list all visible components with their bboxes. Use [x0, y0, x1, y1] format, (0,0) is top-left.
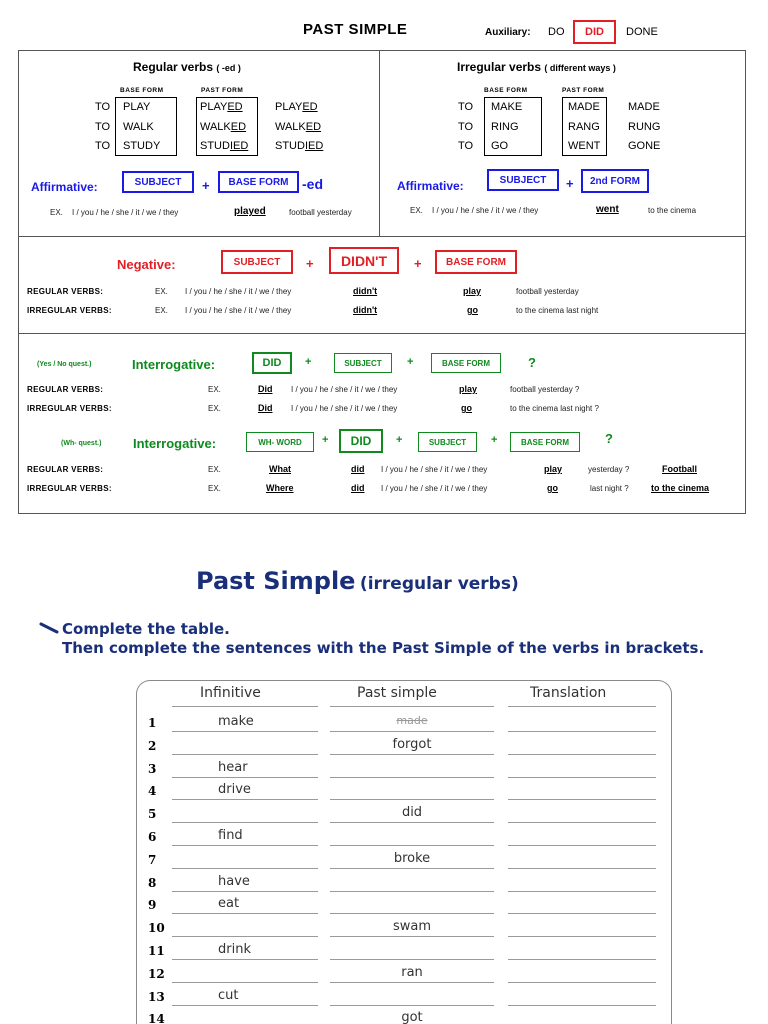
- wh-row2-aux: did: [351, 483, 365, 493]
- regular-past-label: PAST FORM: [201, 87, 244, 94]
- regular-ex-verb: played: [234, 206, 266, 217]
- negative-row2-rest: to the cinema last night: [516, 306, 599, 315]
- header-past-simple: Past simple: [357, 685, 437, 701]
- wh-row1-rest: yesterday ?: [588, 465, 630, 474]
- yesno-row2-ex: EX.: [208, 404, 221, 413]
- wh-row1-verb: play: [544, 464, 563, 474]
- header-translation: Translation: [530, 685, 607, 701]
- auxiliary-label: Auxiliary:: [485, 27, 531, 38]
- wh-note: (Wh- quest.): [61, 440, 102, 447]
- infinitive-cell: make: [218, 714, 254, 729]
- chart-hdivider-1: [18, 236, 746, 237]
- worksheet-title-main: Past Simple: [196, 567, 356, 595]
- row-number: 7: [148, 852, 157, 867]
- header-underline-2: [330, 706, 494, 707]
- wh-row1-answer: Football: [662, 464, 697, 474]
- negative-row2-aux: didn't: [353, 305, 378, 315]
- yesno-question-mark: ?: [528, 355, 536, 370]
- chart-hdivider-2: [18, 333, 746, 334]
- yesno-row1-pronouns: I / you / he / she / it / we / they: [291, 385, 398, 394]
- aux-did: DID: [585, 26, 604, 38]
- negative-row1-pronouns: I / you / he / she / it / we / they: [185, 287, 292, 296]
- answer-line[interactable]: [508, 754, 656, 755]
- negative-didnt-box: DIDN'T: [329, 247, 399, 274]
- yesno-row1-kind: REGULAR VERBS:: [27, 385, 104, 394]
- regular-baseform-box: BASE FORM: [218, 171, 299, 193]
- irregular-pp-2: RUNG: [628, 121, 661, 133]
- answer-line[interactable]: [330, 822, 494, 823]
- answer-line[interactable]: [508, 982, 656, 983]
- regular-affirmative-label: Affirmative:: [31, 180, 98, 194]
- answer-line[interactable]: [172, 1005, 318, 1006]
- wh-row2-kind: IRREGULAR VERBS:: [27, 484, 112, 493]
- answer-line[interactable]: [330, 1005, 494, 1006]
- wh-row1-aux: did: [351, 464, 365, 474]
- answer-line[interactable]: [330, 913, 494, 914]
- answer-line[interactable]: [172, 799, 318, 800]
- wh-plus-2: +: [396, 434, 403, 446]
- irregular-to-1: TO: [458, 101, 474, 113]
- wh-label: Interrogative:: [133, 436, 217, 451]
- wh-did-box: DID: [339, 429, 383, 453]
- answer-line[interactable]: [172, 822, 318, 823]
- answer-line[interactable]: [172, 845, 318, 846]
- irregular-base-1: MAKE: [491, 101, 523, 113]
- yesno-row1-verb: play: [459, 384, 478, 394]
- row-number: 11: [148, 944, 165, 958]
- answer-line[interactable]: [172, 731, 318, 732]
- irregular-pp-3: GONE: [628, 140, 661, 152]
- aux-did-box: [573, 20, 616, 44]
- negative-row1-verb: play: [463, 286, 482, 296]
- regular-subject-box: SUBJECT: [122, 171, 194, 193]
- irregular-pp-1: MADE: [628, 101, 660, 113]
- answer-line[interactable]: [508, 799, 656, 800]
- infinitive-cell: find: [218, 828, 243, 843]
- wh-row2-pronouns: I / you / he / she / it / we / they: [381, 484, 488, 493]
- wh-row1-kind: REGULAR VERBS:: [27, 465, 104, 474]
- answer-line[interactable]: [330, 891, 494, 892]
- row-number: 12: [148, 966, 165, 981]
- answer-line[interactable]: [330, 799, 494, 800]
- irregular-base-label: BASE FORM: [484, 87, 528, 94]
- infinitive-cell: drink: [218, 942, 251, 957]
- instruction-1: Complete the table.: [62, 620, 230, 638]
- regular-to-1: TO: [95, 101, 111, 113]
- wh-row2-ex: EX.: [208, 484, 221, 493]
- negative-row1-kind: REGULAR VERBS:: [27, 287, 104, 296]
- answer-line[interactable]: [508, 913, 656, 914]
- row-number: 14: [148, 1012, 165, 1024]
- irregular-ex-verb: went: [596, 204, 619, 215]
- row-number: 4: [148, 784, 157, 799]
- answer-line[interactable]: [508, 822, 656, 823]
- regular-heading-note: ( -ed ): [216, 63, 241, 73]
- header-infinitive: Infinitive: [200, 685, 261, 701]
- regular-ex-pronouns: I / you / he / she / it / we / they: [72, 208, 179, 217]
- regular-base-label: BASE FORM: [120, 87, 164, 94]
- irregular-plus: +: [566, 176, 574, 191]
- infinitive-cell: drive: [218, 782, 251, 798]
- answer-line[interactable]: [508, 959, 656, 960]
- answer-line[interactable]: [508, 936, 656, 937]
- row-number: 2: [148, 738, 157, 753]
- regular-base-1: PLAY: [123, 101, 151, 113]
- wh-plus-1: +: [322, 434, 329, 446]
- irregular-ex-pronouns: I / you / he / she / it / we / they: [432, 206, 539, 215]
- negative-row1-aux: didn't: [353, 286, 378, 296]
- answer-line[interactable]: [172, 936, 318, 937]
- worksheet-title-sub: (irregular verbs): [359, 574, 519, 594]
- negative-row2-ex: EX.: [155, 306, 168, 315]
- row-number: 9: [148, 898, 157, 913]
- irregular-base-3: GO: [491, 140, 509, 152]
- regular-base-3: STUDY: [123, 140, 161, 152]
- yesno-row2-rest: to the cinema last night ?: [510, 404, 599, 413]
- worksheet-title: [196, 567, 519, 595]
- irregular-past-3: WENT: [568, 140, 601, 152]
- wh-row2-wh: Where: [266, 483, 294, 493]
- negative-row2-verb: go: [467, 305, 478, 315]
- row-number: 10: [148, 921, 165, 936]
- wh-subject-box: SUBJECT: [418, 432, 477, 452]
- irregular-2ndform-box: 2nd FORM: [581, 169, 649, 193]
- past-simple-cell: made: [396, 714, 428, 727]
- answer-line[interactable]: [330, 845, 494, 846]
- aux-do: DO: [548, 26, 565, 38]
- irregular-to-2: TO: [458, 121, 474, 133]
- answer-line[interactable]: [508, 891, 656, 892]
- chart-title: PAST SIMPLE: [303, 21, 408, 38]
- negative-row2-pronouns: I / you / he / she / it / we / they: [185, 306, 292, 315]
- pencil-icon: [39, 621, 59, 631]
- yesno-plus-1: +: [305, 356, 312, 368]
- yesno-row2-pronouns: I / you / he / she / it / we / they: [291, 404, 398, 413]
- infinitive-cell: have: [218, 873, 250, 889]
- past-simple-cell: broke: [393, 850, 431, 866]
- row-number: 13: [148, 989, 165, 1004]
- wh-row2-verb: go: [547, 483, 558, 493]
- answer-line[interactable]: [172, 754, 318, 755]
- yesno-row1-aux: Did: [258, 384, 273, 394]
- infinitive-cell: cut: [218, 987, 239, 1003]
- irregular-past-label: PAST FORM: [562, 87, 605, 94]
- regular-plus: +: [202, 178, 210, 193]
- negative-row2-kind: IRREGULAR VERBS:: [27, 306, 112, 315]
- regular-ed: -ed: [302, 176, 323, 192]
- answer-line[interactable]: [172, 913, 318, 914]
- wh-row1-wh: What: [269, 464, 291, 474]
- irregular-affirmative-label: Affirmative:: [397, 179, 464, 193]
- negative-plus-1: +: [306, 256, 314, 271]
- yesno-row1-ex: EX.: [208, 385, 221, 394]
- answer-line[interactable]: [172, 891, 318, 892]
- irregular-heading: Irregular verbs ( different ways ): [457, 60, 616, 74]
- yesno-baseform-box: BASE FORM: [431, 353, 501, 373]
- irregular-base-2: RING: [491, 121, 519, 133]
- regular-ex-rest: football yesterday: [289, 208, 352, 217]
- wh-baseform-box: BASE FORM: [510, 432, 580, 452]
- answer-line[interactable]: [330, 754, 494, 755]
- yesno-plus-2: +: [407, 356, 414, 368]
- regular-pp-1: PLAYED: [275, 101, 318, 113]
- wh-row2-rest: last night ?: [590, 484, 629, 493]
- answer-line[interactable]: [172, 959, 318, 960]
- answer-line[interactable]: [330, 777, 494, 778]
- answer-line[interactable]: [172, 982, 318, 983]
- row-number: 3: [148, 761, 157, 776]
- answer-line[interactable]: [508, 731, 656, 732]
- header-underline-3: [508, 706, 656, 707]
- regular-heading-text: Regular verbs: [133, 60, 214, 74]
- regular-pp-2: WALKED: [275, 121, 322, 133]
- irregular-subject-box: SUBJECT: [487, 169, 559, 191]
- wh-row2-answer: to the cinema: [651, 483, 710, 493]
- negative-label: Negative:: [117, 257, 176, 272]
- answer-line[interactable]: [330, 868, 494, 869]
- yesno-row2-kind: IRREGULAR VERBS:: [27, 404, 112, 413]
- regular-past-1: PLAYED: [200, 101, 243, 113]
- answer-line[interactable]: [172, 868, 318, 869]
- infinitive-cell: hear: [218, 759, 248, 775]
- yesno-label: Interrogative:: [132, 357, 216, 372]
- yesno-subject-box: SUBJECT: [334, 353, 392, 373]
- irregular-past-2: RANG: [568, 121, 600, 133]
- past-simple-cell: swam: [392, 919, 432, 935]
- row-number: 6: [148, 830, 157, 844]
- instruction-2: Then complete the sentences with the Past Simple of the verbs in brackets.: [62, 639, 705, 657]
- negative-subject-box: SUBJECT: [221, 250, 293, 274]
- regular-heading: [133, 60, 241, 74]
- past-simple-cell: got: [401, 1010, 423, 1024]
- past-simple-cell: ran: [401, 964, 423, 980]
- row-number: 8: [148, 875, 157, 890]
- answer-line[interactable]: [508, 868, 656, 869]
- aux-done: DONE: [626, 26, 658, 38]
- answer-line[interactable]: [508, 777, 656, 778]
- past-simple-cell: did: [401, 805, 423, 821]
- regular-past-2: WALKED: [200, 121, 247, 133]
- negative-baseform-box: BASE FORM: [435, 250, 517, 274]
- infinitive-cell: eat: [218, 896, 240, 912]
- wh-question-mark: ?: [605, 431, 613, 446]
- wh-plus-3: +: [491, 434, 498, 446]
- negative-plus-2: +: [414, 256, 422, 271]
- wh-row1-pronouns: I / you / he / she / it / we / they: [381, 465, 488, 474]
- irregular-to-3: TO: [458, 140, 474, 152]
- wh-word-box: WH- WORD: [246, 432, 314, 452]
- negative-row1-rest: football yesterday: [516, 287, 579, 296]
- yesno-did-box: DID: [252, 352, 292, 374]
- yesno-note: (Yes / No quest.): [37, 361, 92, 368]
- regular-base-2: WALK: [123, 121, 154, 133]
- answer-line[interactable]: [508, 1005, 656, 1006]
- answer-line[interactable]: [330, 936, 494, 937]
- chart-vdivider: [379, 50, 380, 236]
- regular-ex-label: EX.: [50, 208, 63, 217]
- row-number: 5: [148, 807, 157, 822]
- answer-line[interactable]: [330, 982, 494, 983]
- answer-line[interactable]: [172, 777, 318, 778]
- yesno-row2-aux: Did: [258, 403, 273, 413]
- yesno-row2-verb: go: [461, 403, 472, 413]
- row-number: 1: [148, 716, 157, 730]
- past-simple-cell: forgot: [392, 736, 432, 752]
- irregular-past-1: MADE: [568, 101, 600, 113]
- yesno-row1-rest: football yesterday ?: [510, 385, 580, 394]
- answer-line[interactable]: [330, 731, 494, 732]
- wh-row1-ex: EX.: [208, 465, 221, 474]
- header-underline-1: [172, 706, 318, 707]
- regular-to-2: TO: [95, 121, 111, 133]
- negative-row1-ex: EX.: [155, 287, 168, 296]
- answer-line[interactable]: [508, 845, 656, 846]
- irregular-ex-rest: to the cinema: [648, 206, 697, 215]
- regular-pp-3: STUDIED: [275, 140, 324, 152]
- regular-to-3: TO: [95, 140, 111, 152]
- irregular-ex-label: EX.: [410, 206, 423, 215]
- answer-line[interactable]: [330, 959, 494, 960]
- regular-past-3: STUDIED: [200, 140, 249, 152]
